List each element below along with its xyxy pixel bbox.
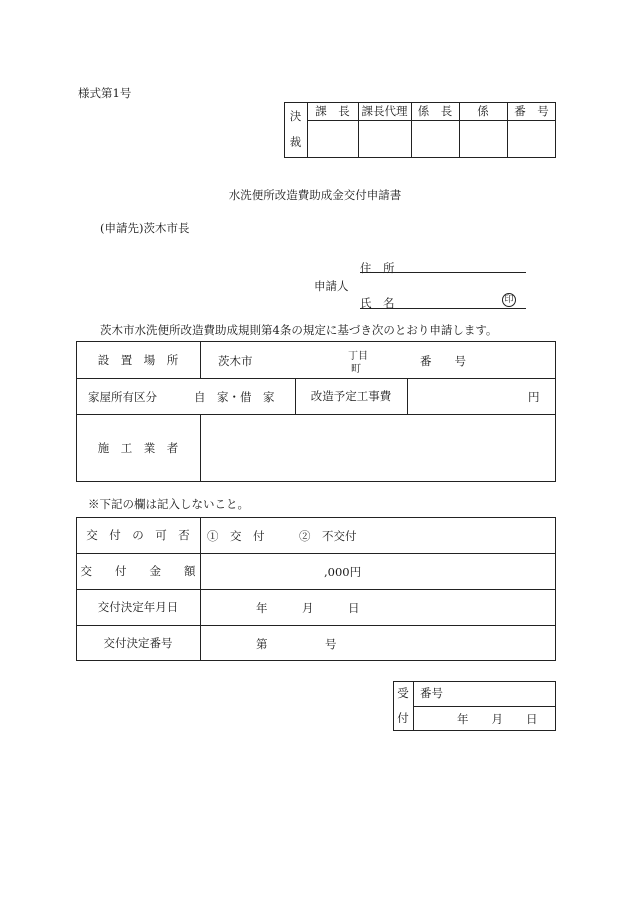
receipt-side-top: 受 <box>397 686 409 700</box>
ownership-label: 家屋所有区分 <box>88 390 157 404</box>
receipt-date-label: 年 月 日 <box>457 712 538 726</box>
applicant-label: 申請人 <box>314 279 349 293</box>
ownership-options[interactable]: 自 家・借 家 <box>194 390 275 404</box>
office-row-value: ① 交 付 ② 不交付 <box>207 529 357 543</box>
intro-text: 茨木市水洗便所改造費助成規則第4条の規定に基づき次のとおり申請します。 <box>100 323 498 337</box>
address-label: 住 所 <box>360 261 395 275</box>
office-row-value: ,000円 <box>324 565 362 579</box>
location-machi: 町 <box>351 364 361 375</box>
office-row-value: 年 月 日 <box>256 601 360 615</box>
seal-mark: 印 <box>502 293 516 307</box>
approval-header-kakaricho: 係 長 <box>417 104 453 118</box>
addressee: (申請先)茨木市長 <box>100 221 190 235</box>
address-line[interactable] <box>360 272 526 273</box>
receipt-side-bottom: 付 <box>397 711 409 725</box>
approval-header-bango: 番 号 <box>514 104 549 118</box>
contractor-label: 施 工 業 者 <box>97 441 179 455</box>
form-number: 様式第1号 <box>78 86 132 100</box>
office-row-label: 交付決定番号 <box>103 636 173 650</box>
office-row-label: 交 付 金 額 <box>80 564 196 578</box>
location-city: 茨木市 <box>218 354 253 368</box>
cost-unit: 円 <box>528 390 540 404</box>
name-label: 氏 名 <box>360 296 395 310</box>
location-chome: 丁目 <box>348 351 368 362</box>
receipt-number-label: 番号 <box>420 686 443 700</box>
office-row-label: 交 付 の 可 否 <box>86 528 190 542</box>
contractor-field[interactable] <box>201 415 555 481</box>
approval-header-kakari: 係 <box>477 104 489 118</box>
name-line[interactable] <box>360 308 526 309</box>
office-row-value: 第 号 <box>256 637 337 651</box>
approval-header-kacho-dairi: 課長代理 <box>361 104 408 118</box>
note-text: ※下記の欄は記入しないこと。 <box>88 497 249 511</box>
location-banchi: 番 号 <box>420 354 466 368</box>
approval-side-label-top: 決 <box>289 109 302 123</box>
approval-header-kacho: 課 長 <box>315 104 350 118</box>
office-row-label: 交付決定年月日 <box>97 600 179 614</box>
approval-side-label-bottom: 裁 <box>289 135 302 149</box>
cost-label: 改造予定工事費 <box>310 389 392 403</box>
page-title: 水洗便所改造費助成金交付申請書 <box>228 188 402 202</box>
location-label: 設 置 場 所 <box>97 352 179 367</box>
